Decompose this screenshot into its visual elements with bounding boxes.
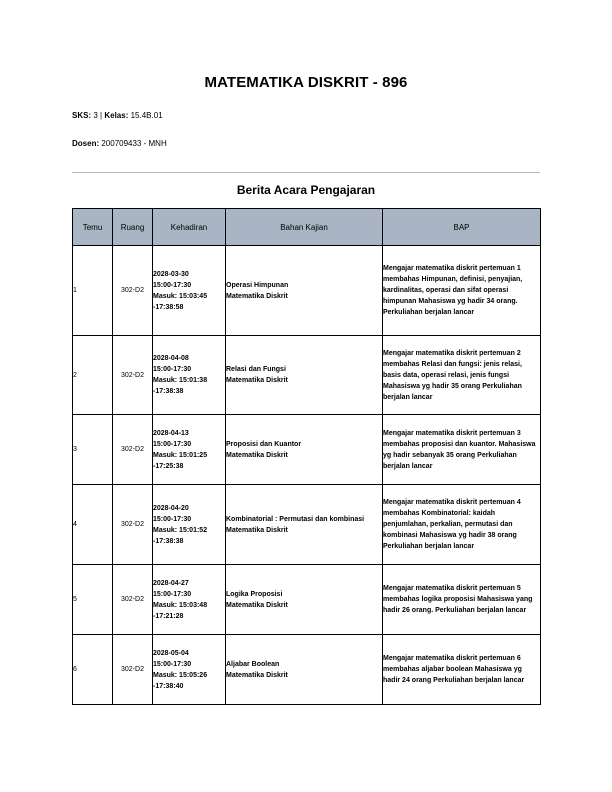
table-row (73, 246, 541, 336)
cell-ruang: 302-D2 (113, 246, 153, 336)
table-row (73, 565, 541, 635)
sks-value: 3 (93, 111, 98, 120)
cell-bahan-kajian (226, 336, 383, 415)
bahan-course: Matematika Diskrit (226, 526, 288, 534)
cell-ruang: 302-D2 (113, 565, 153, 635)
cell-ruang: 302-D2 (113, 635, 153, 705)
cell-kehadiran (153, 485, 226, 565)
kehadiran-masuk: Masuk: 15:01:52 (153, 526, 208, 534)
kehadiran-time: 15:00-17:30 (153, 515, 192, 523)
cell-ruang: 302-D2 (113, 336, 153, 415)
bahan-course: Matematika Diskrit (226, 601, 288, 609)
kehadiran-masuk: Masuk: 15:01:38 (153, 377, 208, 384)
cell-bap: Mengajar matematika diskrit pertemuan 6 membahas aljabar boolean Mahasiswa yg hadir 24 orang Perkuliahan berjalan lancar (383, 635, 541, 705)
bahan-topic: Logika Proposisi (226, 590, 283, 598)
bahan-topic: Aljabar Boolean (226, 660, 280, 668)
kehadiran-date: 2028-05-04 (153, 649, 189, 657)
kehadiran-masuk: Masuk: 15:05:26 (153, 671, 208, 679)
dosen-value: 200709433 - MNH (101, 139, 167, 148)
table-row (73, 485, 541, 565)
cell-kehadiran (153, 635, 226, 705)
kelas-value: 15.4B.01 (130, 111, 163, 120)
cell-kehadiran (153, 336, 226, 415)
kehadiran-keluar: -17:25:38 (153, 462, 184, 470)
cell-temu: 1 (73, 246, 113, 336)
header-temu: Temu (73, 209, 113, 246)
header-ruang: Ruang (113, 209, 153, 246)
cell-bap: Mengajar matematika diskrit pertemuan 4 membahas Kombinatorial: kaidah penjumlahan, perkalian, permutasi dan kombinasi Mahasiswa yg hadir 38 orang Perkuliahan berjalan lancar (383, 485, 541, 565)
document-title: MATEMATIKA DISKRIT - 896 (204, 74, 408, 91)
cell-bap: Mengajar matematika diskrit pertemuan 2 membahas Relasi dan fungsi: jenis relasi, basis data, operasi relasi, jenis fungsi Mahasiswa yg hadir 35 orang Perkuliahan berjalan lancar (383, 336, 541, 415)
cell-bap: Mengajar matematika diskrit pertemuan 3 membahas proposisi dan kuantor. Mahasiswa yg hadir sebanyak 35 orang Perkuliahan berjalan lancar (383, 415, 541, 485)
cell-temu: 6 (73, 635, 113, 705)
kehadiran-date: 2028-04-27 (153, 579, 189, 587)
bahan-course: Matematika Diskrit (226, 377, 288, 384)
cell-temu: 4 (73, 485, 113, 565)
cell-ruang: 302-D2 (113, 485, 153, 565)
bahan-topic: Relasi dan Fungsi (226, 366, 286, 373)
cell-bahan-kajian (226, 415, 383, 485)
cell-kehadiran (153, 415, 226, 485)
kehadiran-keluar: -17:38:40 (153, 682, 184, 690)
lecturer-meta (72, 139, 167, 148)
kehadiran-date: 2028-04-20 (153, 504, 189, 512)
cell-temu: 2 (73, 336, 113, 415)
bahan-course: Matematika Diskrit (226, 671, 288, 679)
kehadiran-date: 2028-04-08 (153, 355, 189, 362)
cell-bahan-kajian (226, 246, 383, 336)
cell-bahan-kajian (226, 635, 383, 705)
table-row (73, 336, 541, 415)
cell-bap: Mengajar matematika diskrit pertemuan 1 membahas Himpunan, definisi, penyajian, kardinalitas, operasi dan sifat operasi himpunan Mahasiswa yg hadir 34 orang. Perkuliahan berjalan lancar (383, 246, 541, 336)
section-divider (72, 172, 540, 173)
bahan-course: Matematika Diskrit (226, 451, 288, 459)
kehadiran-time: 15:00-17:30 (153, 590, 192, 598)
kehadiran-time: 15:00-17:30 (153, 281, 192, 289)
kelas-label: Kelas: (104, 111, 129, 120)
header-bahan-kajian: Bahan Kajian (226, 209, 383, 246)
kehadiran-masuk: Masuk: 15:03:45 (153, 292, 208, 300)
bahan-topic: Proposisi dan Kuantor (226, 440, 302, 448)
kehadiran-keluar: -17:38:58 (153, 303, 184, 311)
bap-table (72, 208, 541, 705)
bahan-course: Matematika Diskrit (226, 292, 288, 300)
kehadiran-date: 2028-03-30 (153, 270, 189, 278)
table-header-row (73, 209, 541, 246)
cell-bap: Mengajar matematika diskrit pertemuan 5 membahas logika proposisi Mahasiswa yang hadir 26 orang. Perkuliahan berjalan lancar (383, 565, 541, 635)
table-row (73, 415, 541, 485)
cell-bahan-kajian (226, 485, 383, 565)
kehadiran-keluar: -17:21:28 (153, 612, 184, 620)
kehadiran-masuk: Masuk: 15:03:48 (153, 601, 208, 609)
bahan-topic: Operasi Himpunan (226, 281, 289, 289)
section-title: Berita Acara Pengajaran (236, 183, 376, 197)
header-kehadiran: Kehadiran (153, 209, 226, 246)
kehadiran-time: 15:00-17:30 (153, 660, 192, 668)
kehadiran-time: 15:00-17:30 (153, 440, 192, 448)
dosen-label: Dosen: (72, 139, 100, 148)
kehadiran-keluar: -17:38:38 (153, 388, 184, 395)
cell-ruang: 302-D2 (113, 415, 153, 485)
meta-separator: | (100, 111, 103, 120)
kehadiran-time: 15:00-17:30 (153, 366, 192, 373)
header-bap: BAP (383, 209, 541, 246)
kehadiran-masuk: Masuk: 15:01:25 (153, 451, 208, 459)
bahan-topic: Kombinatorial : Permutasi dan kombinasi (226, 515, 365, 523)
kehadiran-date: 2028-04-13 (153, 429, 189, 437)
cell-bahan-kajian (226, 565, 383, 635)
cell-kehadiran (153, 565, 226, 635)
cell-temu: 3 (73, 415, 113, 485)
cell-kehadiran (153, 246, 226, 336)
kehadiran-keluar: -17:38:38 (153, 537, 184, 545)
cell-temu: 5 (73, 565, 113, 635)
table-row (73, 635, 541, 705)
course-meta (72, 111, 163, 120)
sks-label: SKS: (72, 111, 92, 120)
